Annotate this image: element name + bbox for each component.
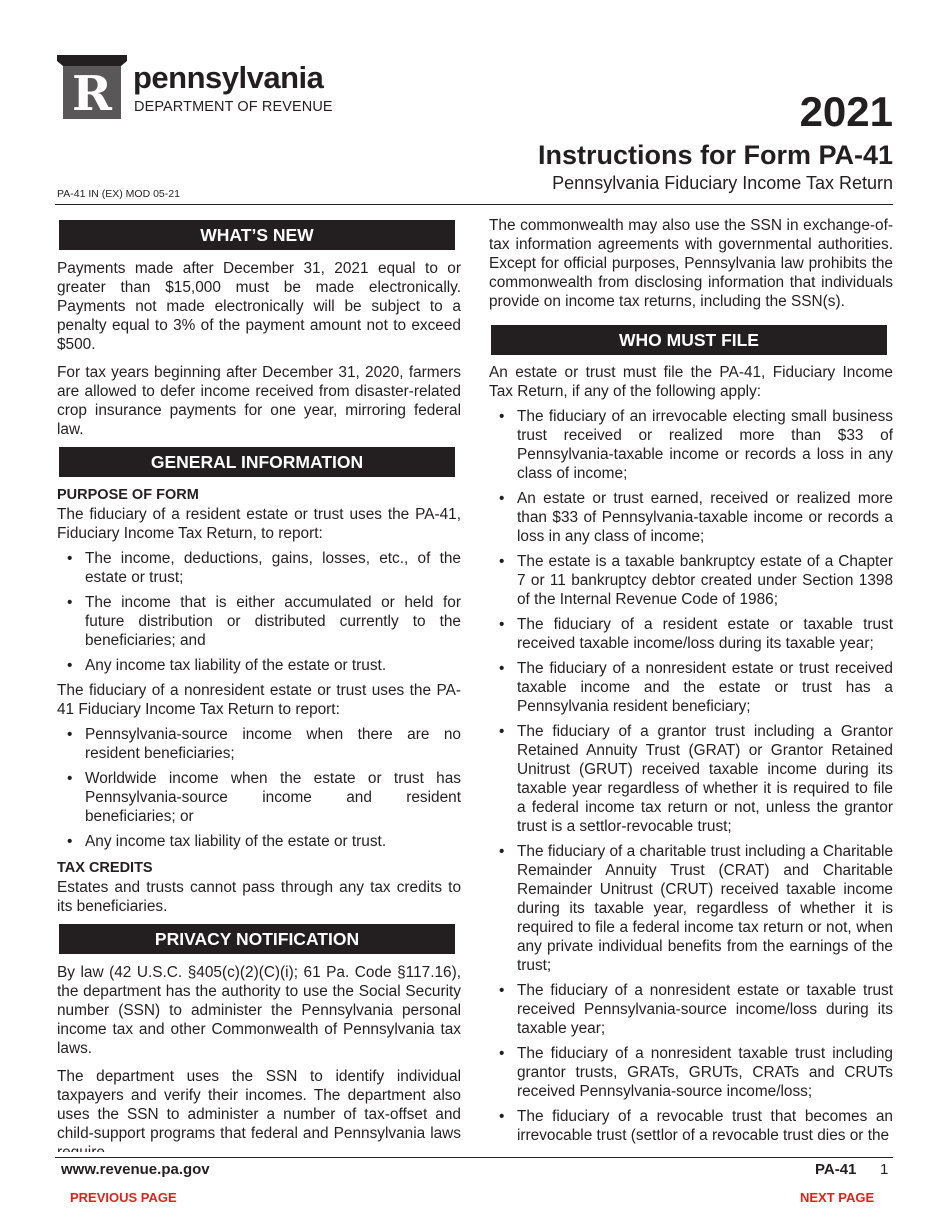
subheading-purpose-of-form: PURPOSE OF FORM — [57, 487, 199, 503]
previous-page-link[interactable]: PREVIOUS PAGE — [70, 1190, 177, 1205]
list-item: • The fiduciary of a charitable trust including a Charitable Remainder Annuity Trust (CRAT) and Charitable Remainder Unitrust (CRUT) received taxable income during its taxable year, regardless of whether it is required to file a federal income tax return or not, when any private individual benefits from the earnings of the trust; — [517, 842, 893, 975]
tax-year: 2021 — [799, 88, 893, 135]
list-item: • The income that is either accumulated or held for future distribution or distributed currently to the beneficiaries; and — [85, 593, 461, 650]
list-item: • The fiduciary of a nonresident estate or taxable trust received Pennsylvania-source income/loss during its taxable year; — [517, 981, 893, 1038]
who-must-file-list — [489, 407, 893, 1145]
footer-divider — [55, 1157, 893, 1158]
section-heading-privacy-notification: PRIVACY NOTIFICATION — [59, 924, 455, 954]
purpose-resident-list — [57, 549, 461, 675]
list-item: • The fiduciary of a nonresident estate or trust received taxable income and the estate or trust has a Pennsylvania resident beneficiary; — [517, 659, 893, 716]
purpose-paragraph: The fiduciary of a resident estate or trust uses the PA-41, Fiduciary Income Tax Return, to report: — [57, 506, 461, 542]
section-heading-who-must-file: WHO MUST FILE — [491, 325, 887, 355]
logo-wordmark: pennsylvania — [133, 60, 324, 95]
document-title: Instructions for Form PA-41 — [537, 140, 893, 170]
list-item: • Worldwide income when the estate or trust has Pennsylvania-source income and resident beneficiaries; or — [85, 769, 461, 826]
list-item: • Any income tax liability of the estate or trust. — [85, 832, 461, 851]
footer-form-label: PA-41 — [815, 1161, 857, 1178]
who-must-file-intro: An estate or trust must file the PA-41, Fiduciary Income Tax Return, if any of the following apply: — [489, 364, 893, 400]
list-item: • An estate or trust earned, received or realized more than $33 of Pennsylvania-taxable income or records a loss in any class of income; — [517, 489, 893, 546]
purpose-paragraph: The fiduciary of a nonresident estate or trust uses the PA-41 Fiduciary Income Tax Return to report: — [57, 682, 461, 718]
footer-website-link[interactable]: www.revenue.pa.gov — [61, 1161, 210, 1178]
privacy-paragraph: By law (42 U.S.C. §405(c)(2)(C)(i); 61 Pa. Code §117.16), the department has the authority to use the Social Security number (SSN) to administer the Pennsylvania personal income tax and other Commonwealth of Pennsylvania tax laws. — [57, 964, 461, 1057]
list-item: • The fiduciary of an irrevocable electing small business trust received or realized more than $33 of Pennsylvania-taxable income or records a loss in any class of income; — [517, 407, 893, 483]
document-subtitle: Pennsylvania Fiduciary Income Tax Return — [552, 173, 893, 193]
footer-page-number: 1 — [880, 1161, 889, 1178]
section-heading-general-information: GENERAL INFORMATION — [59, 447, 455, 477]
list-item: • The income, deductions, gains, losses, etc., of the estate or trust; — [85, 549, 461, 587]
list-item: • The fiduciary of a revocable trust that becomes an irrevocable trust (settlor of a revocable trust dies or the — [517, 1107, 893, 1145]
whats-new-paragraph: For tax years beginning after December 31, 2020, farmers are allowed to defer income received from disaster-related crop insurance payments for one year, mirroring federal law. — [57, 364, 461, 438]
privacy-continued-paragraph: The commonwealth may also use the SSN in exchange-of-tax information agreements with governmental authorities. Except for official purposes, Pennsylvania law prohibits the commonwealth from disclosing information that individuals provide on income tax returns, including the SSN(s). — [489, 217, 893, 310]
whats-new-paragraph: Payments made after December 31, 2021 equal to or greater than $15,000 must be made electronically. Payments not made electronically will be subject to a penalty equal to 3% of the payment amount not to exceed $500. — [57, 260, 461, 353]
section-heading-whats-new: WHAT’S NEW — [59, 220, 455, 250]
next-page-link[interactable]: NEXT PAGE — [800, 1190, 875, 1205]
privacy-paragraph: The department uses the SSN to identify individual taxpayers and verify their incomes. The department also uses the SSN to administer a number of tax-offset and child-support programs that federal and Pennsylvania laws — [57, 1068, 461, 1142]
list-item: • The fiduciary of a resident estate or taxable trust received taxable income/loss during its taxable year; — [517, 615, 893, 653]
logo-department: DEPARTMENT OF REVENUE — [134, 99, 333, 115]
list-item: • The fiduciary of a grantor trust including a Grantor Retained Annuity Trust (GRAT) or Grantor Retained Unitrust (GRUT) received taxable income during its taxable year regardless of whether it is required to file a federal income tax return or not, unless the grantor trust is a settlor-revocable trust; — [517, 722, 893, 836]
tax-credits-paragraph: Estates and trusts cannot pass through any tax credits to its beneficiaries. — [57, 879, 461, 915]
form-code: PA-41 IN (EX) MOD 05-21 — [57, 188, 180, 200]
purpose-nonresident-list — [57, 725, 461, 851]
list-item: • Pennsylvania-source income when there are no resident beneficiaries; — [85, 725, 461, 763]
list-item: • Any income tax liability of the estate or trust. — [85, 656, 461, 675]
header-divider — [55, 204, 893, 205]
logo-letter: R — [72, 66, 112, 122]
right-column — [489, 216, 893, 1145]
list-item: • The estate is a taxable bankruptcy estate of a Chapter 7 or 11 bankruptcy debtor created under Section 1398 of the Internal Revenue Code of 1986; — [517, 552, 893, 609]
subheading-tax-credits: TAX CREDITS — [57, 860, 153, 876]
left-column — [57, 220, 461, 1162]
list-item: • The fiduciary of a nonresident taxable trust including grantor trusts, GRATs, GRUTs, CRATs and CRUTs received Pennsylvania-source income/loss; — [517, 1044, 893, 1101]
